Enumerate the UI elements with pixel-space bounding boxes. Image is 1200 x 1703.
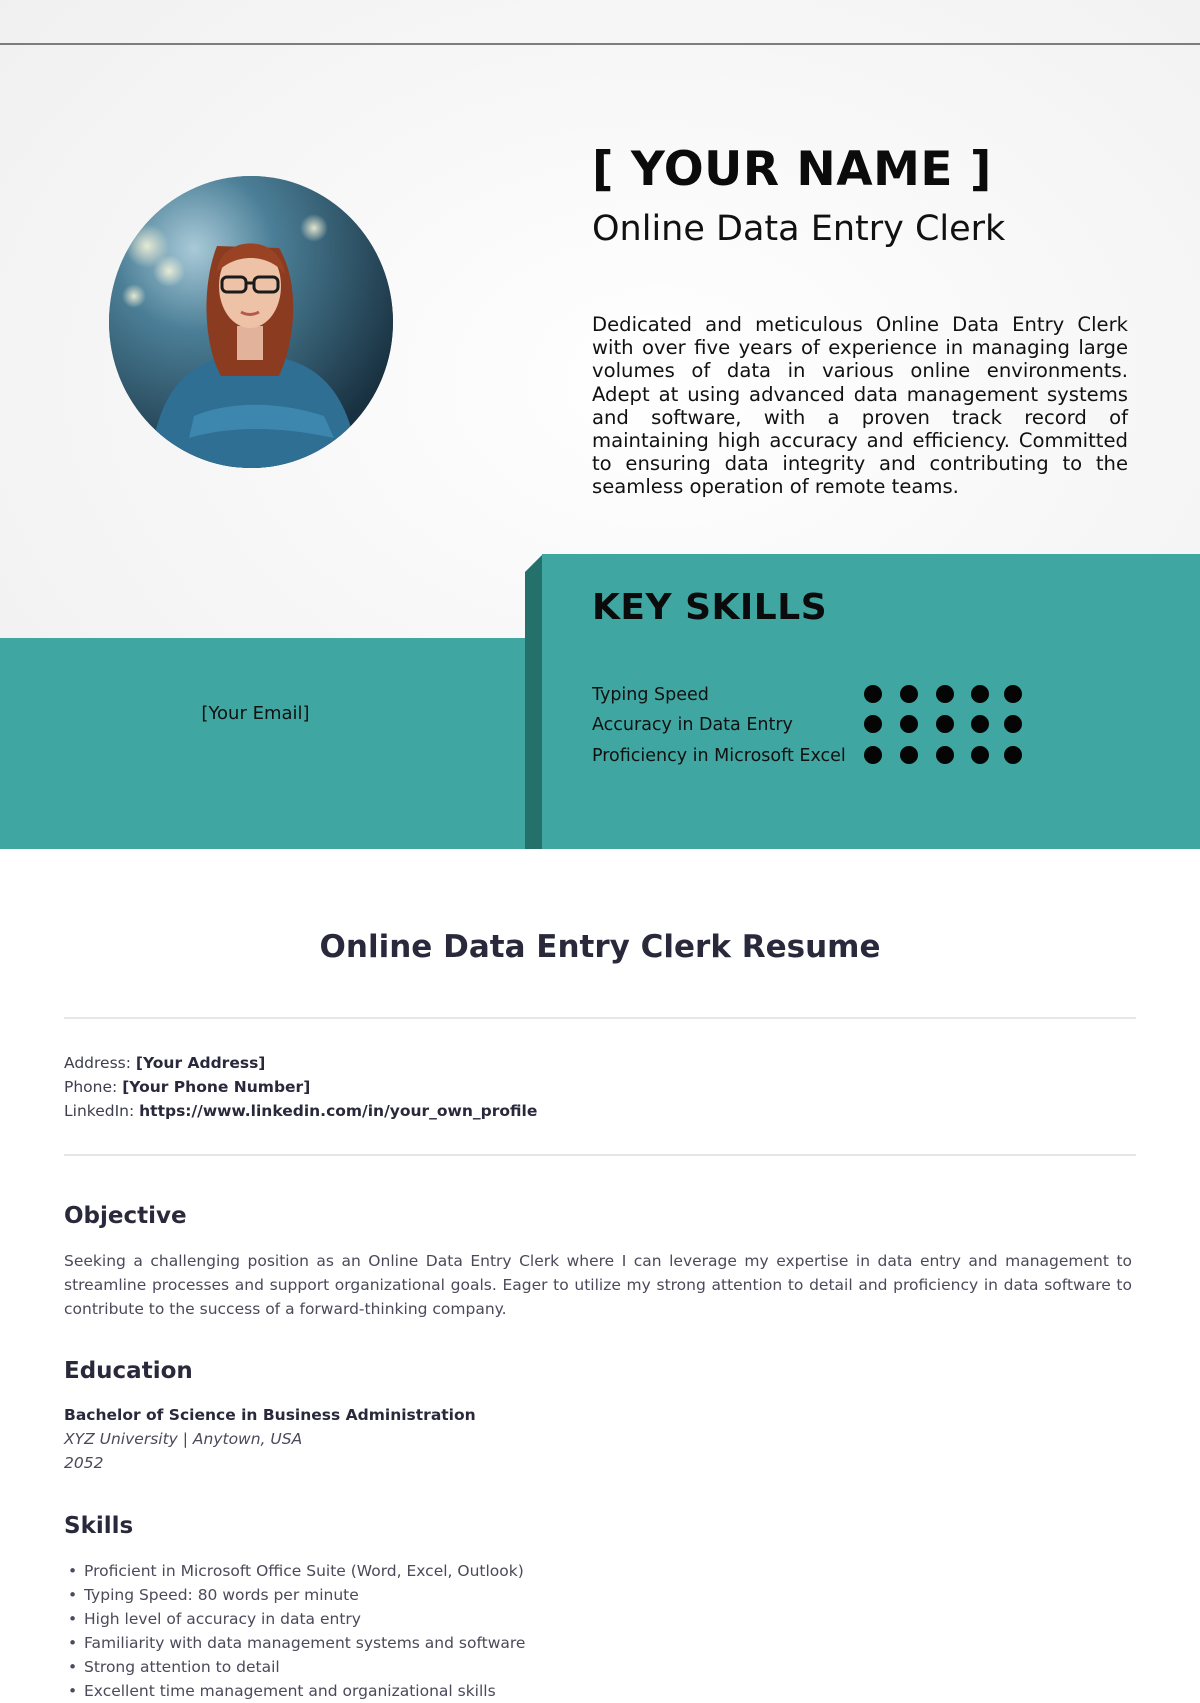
linkedin-label: LinkedIn: bbox=[64, 1102, 135, 1120]
key-skill-row bbox=[592, 710, 1192, 740]
section-divider bbox=[64, 1154, 1136, 1156]
band-fold bbox=[525, 554, 543, 849]
objective-text: Seeking a challenging position as an Online Data Entry Clerk where I can leverage my expertise in data entry and management to streamline processes and support organizational goals. Eager to utilize my strong attention to detail and proficiency in data software to contribute to the success of a forward-thinking company. bbox=[64, 1252, 1132, 1318]
rating-dot bbox=[936, 685, 954, 703]
job-title: Online Data Entry Clerk bbox=[592, 209, 1006, 249]
list-item: • High level of accuracy in data entry bbox=[64, 1607, 525, 1631]
key-skill-row bbox=[592, 680, 1192, 710]
rating-dot bbox=[936, 746, 954, 764]
linkedin-link[interactable]: https://www.linkedin.com/in/your_own_profile bbox=[139, 1102, 538, 1120]
address-line bbox=[64, 1054, 265, 1072]
skills-list bbox=[64, 1559, 525, 1703]
key-skill-label: Accuracy in Data Entry bbox=[592, 715, 793, 735]
section-divider bbox=[64, 1017, 1136, 1019]
rating-dot bbox=[971, 715, 989, 733]
linkedin-line bbox=[64, 1102, 537, 1120]
list-item: • Proficient in Microsoft Office Suite (Word, Excel, Outlook) bbox=[64, 1559, 525, 1583]
rating-dot bbox=[1004, 715, 1022, 733]
resume-title: Online Data Entry Clerk Resume bbox=[319, 929, 881, 965]
degree-name: Bachelor of Science in Business Administration bbox=[64, 1406, 476, 1424]
key-skill-row bbox=[592, 741, 1192, 771]
phone-value: [Your Phone Number] bbox=[122, 1078, 311, 1096]
list-item: • Familiarity with data management systems and software bbox=[64, 1631, 525, 1655]
profile-photo bbox=[109, 176, 393, 468]
hero-section bbox=[0, 0, 1200, 849]
contact-band bbox=[0, 638, 525, 849]
top-divider bbox=[0, 43, 1200, 45]
key-skill-label: Proficiency in Microsoft Excel bbox=[592, 746, 846, 766]
rating-dot bbox=[1004, 685, 1022, 703]
candidate-name: [ YOUR NAME ] bbox=[592, 142, 992, 197]
key-skill-label: Typing Speed bbox=[592, 685, 709, 705]
phone-label: Phone: bbox=[64, 1078, 118, 1096]
profile-summary: Dedicated and meticulous Online Data Entry Clerk with over five years of experience in managing large volumes of data in various online environments. Adept at using advanced data management systems and software, with a proven track record of maintaining high accuracy and efficiency. Committed to ensuring data integrity and contributing to the seamless operation of remote teams. bbox=[592, 313, 1128, 499]
list-item: • Strong attention to detail bbox=[64, 1655, 525, 1679]
email-text: [Your Email] bbox=[201, 703, 310, 724]
graduation-year: 2052 bbox=[64, 1454, 104, 1472]
rating-dot bbox=[936, 715, 954, 733]
address-value: [Your Address] bbox=[135, 1054, 266, 1072]
rating-dot bbox=[971, 685, 989, 703]
objective-heading: Objective bbox=[64, 1203, 187, 1229]
key-skills-title: KEY SKILLS bbox=[592, 587, 828, 628]
rating-dot bbox=[864, 715, 882, 733]
rating-dot bbox=[900, 715, 918, 733]
rating-dot bbox=[864, 685, 882, 703]
list-item: • Typing Speed: 80 words per minute bbox=[64, 1583, 525, 1607]
education-heading: Education bbox=[64, 1358, 193, 1384]
rating-dot bbox=[971, 746, 989, 764]
list-item: • Excellent time management and organizational skills bbox=[64, 1679, 525, 1703]
rating-dot bbox=[900, 685, 918, 703]
school-name: XYZ University | Anytown, USA bbox=[64, 1430, 303, 1448]
rating-dot bbox=[864, 746, 882, 764]
rating-dot bbox=[900, 746, 918, 764]
address-label: Address: bbox=[64, 1054, 131, 1072]
phone-line bbox=[64, 1078, 310, 1096]
rating-dot bbox=[1004, 746, 1022, 764]
skills-heading: Skills bbox=[64, 1513, 134, 1539]
